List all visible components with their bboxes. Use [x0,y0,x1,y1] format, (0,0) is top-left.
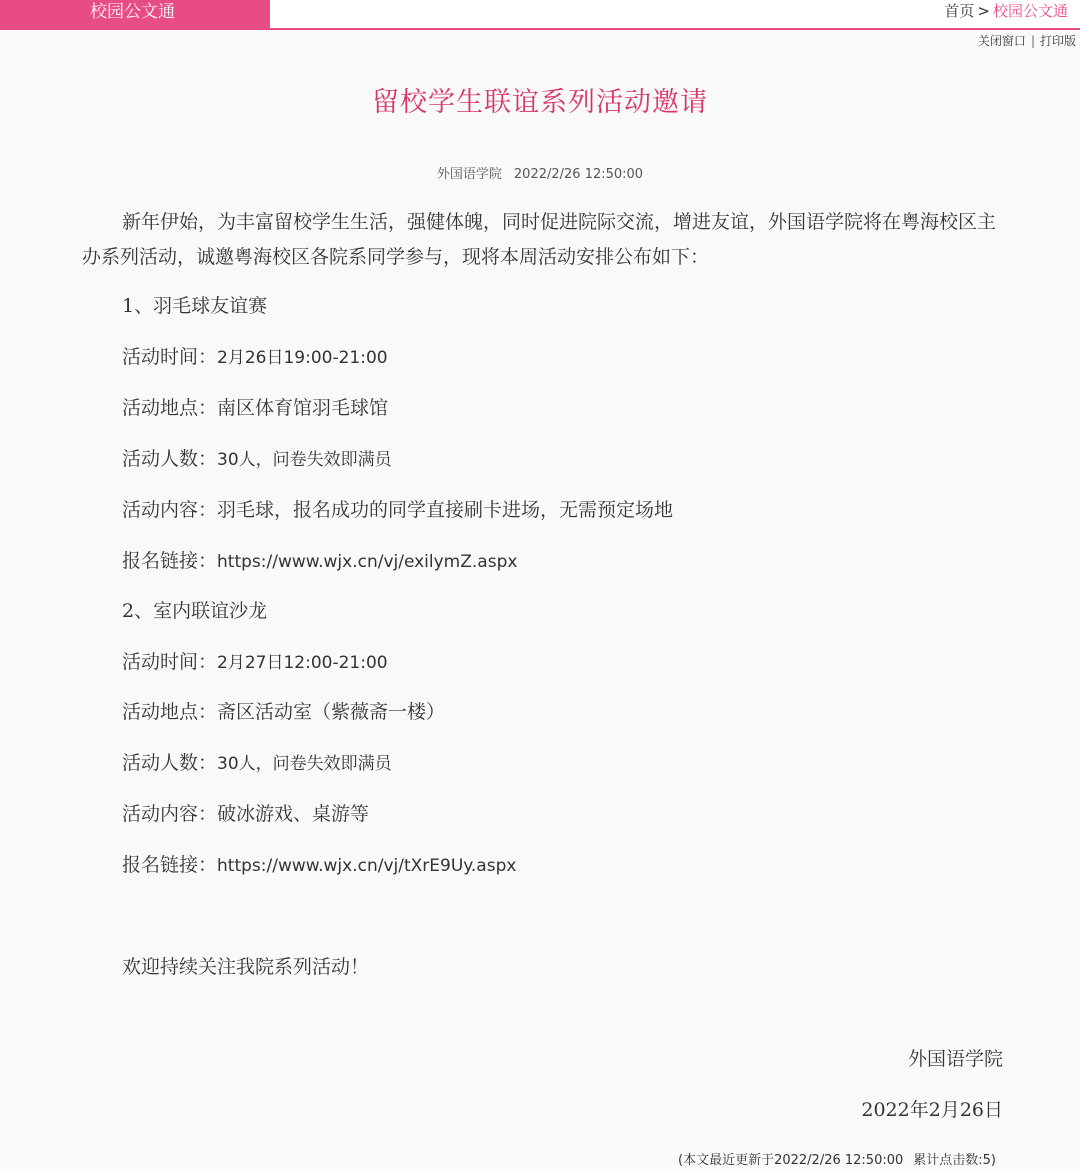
print-version-link[interactable]: 打印版 [1039,34,1076,48]
last-updated: (本文最近更新于2022/2/26 12:50:00 [678,1153,904,1168]
signature-date: 2022年2月26日 [861,1099,1003,1121]
breadcrumb-current-link[interactable]: 校园公文通 [992,2,1068,20]
breadcrumb [944,0,1068,24]
close-window-link[interactable]: 关闭窗口 [977,34,1026,48]
activity-signup: 报名链接：https://www.wjx.cn/vj/tXrE9Uy.aspx [122,854,517,876]
site-brand[interactable]: 校园公文通 [0,0,270,28]
activity-people: 活动人数：30人，问卷失效即满员 [122,448,392,470]
article-body [82,205,1002,275]
page-tools [978,32,1076,49]
article-department: 外国语学院 [436,167,502,182]
top-bar [0,0,1080,30]
activity-time: 活动时间：2月26日19:00-21:00 [122,346,388,368]
article-published-time: 2022/2/26 12:50:00 [513,167,644,182]
click-count: 累计点击数:5) [913,1153,996,1168]
breadcrumb-separator: > [977,2,990,20]
activity-heading: 1、羽毛球友谊赛 [122,295,268,317]
article-intro: 新年伊始，为丰富留校学生生活，强健体魄，同时促进院际交流，增进友谊，外国语学院将在粤海校区主办系列活动，诚邀粤海校区各院系同学参与，现将本周活动安排公布如下： [82,211,997,268]
activity-people: 活动人数：30人，问卷失效即满员 [122,752,392,774]
activity-time: 活动时间：2月27日12:00-21:00 [122,651,388,673]
activity-signup: 报名链接：https://www.wjx.cn/vj/exilymZ.aspx [122,550,518,572]
signup-link[interactable]: https://www.wjx.cn/vj/exilymZ.aspx [217,552,518,572]
activity-content: 活动内容：破冰游戏、桌游等 [122,803,370,825]
footer-stats [678,1149,996,1168]
activity-content: 活动内容：羽毛球，报名成功的同学直接刷卡进场，无需预定场地 [122,499,674,521]
signup-link[interactable]: https://www.wjx.cn/vj/tXrE9Uy.aspx [217,856,517,876]
activity-place: 活动地点：南区体育馆羽毛球馆 [122,397,389,419]
activity-heading: 2、室内联谊沙龙 [122,600,268,622]
breadcrumb-home-link[interactable]: 首页 [944,2,975,20]
article-title: 留校学生联谊系列活动邀请 [372,87,708,118]
article-meta [0,163,1080,182]
activity-place: 活动地点：斋区活动室（紫薇斋一楼） [122,701,446,723]
tools-divider: | [1030,34,1035,48]
signature-department: 外国语学院 [907,1048,1003,1070]
closing-text: 欢迎持续关注我院系列活动！ [122,956,370,978]
